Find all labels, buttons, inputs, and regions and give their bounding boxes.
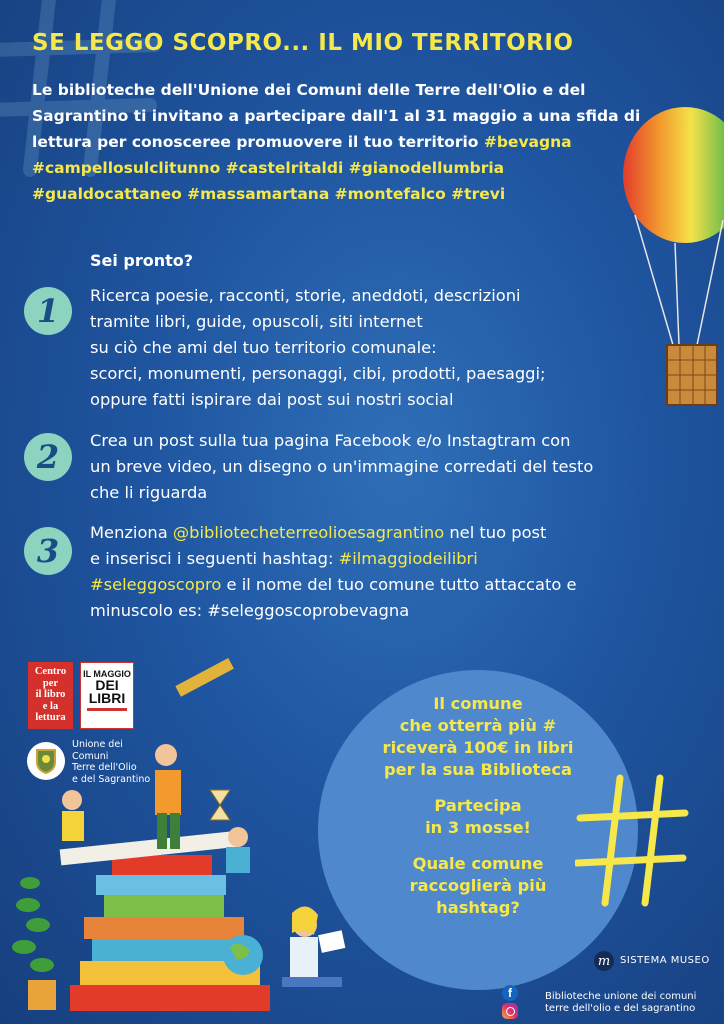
- intro-hashtags: #bevagna #campellosulclitunno #castelritaldi #gianodellumbria #gualdocattaneo #massamartana #montefalco #trevi: [32, 133, 572, 203]
- step-1-line: oppure fatti ispirare dai post sui nostri social: [90, 390, 454, 409]
- step-2-line: che li riguarda: [90, 483, 208, 502]
- hashtag-ilmaggiodeilibri: #ilmaggiodeilibri: [338, 549, 478, 568]
- step-3-text-part: minuscolo es: #seleggoscoprobevagna: [90, 601, 410, 620]
- question-text: [318, 853, 638, 919]
- participate-text: [318, 795, 638, 839]
- union-line: Unione dei: [72, 739, 123, 750]
- step-1-line: Ricerca poesie, racconti, storie, aneddoti, descrizioni: [90, 286, 521, 305]
- step-2-line: Crea un post sulla tua pagina Facebook e/o Instagtram con: [90, 431, 571, 450]
- step-2-badge: 2: [24, 433, 72, 481]
- sistema-museo-logo-icon: m: [594, 951, 614, 971]
- step-1-text: [90, 283, 546, 413]
- intro-paragraph: [32, 77, 642, 207]
- ready-heading: Sei pronto?: [90, 251, 194, 270]
- logo-line: per: [42, 677, 59, 689]
- union-crest-icon: [27, 742, 65, 780]
- centro-per-il-libro-logo: [28, 662, 73, 729]
- circle-line: per la sua Biblioteca: [383, 760, 573, 779]
- hashtag-seleggoscopro: #seleggoscopro: [90, 575, 222, 594]
- step-1-badge: 1: [24, 287, 72, 335]
- footer-line: Biblioteche unione dei comuni: [545, 991, 697, 1002]
- step-2-line: un breve video, un disegno o un'immagine corredati del testo: [90, 457, 594, 476]
- footer-line: terre dell'olio e del sagrantino: [545, 1003, 696, 1014]
- footer-text: [545, 991, 696, 1015]
- social-icons: [502, 985, 518, 1019]
- sistema-museo-text: SISTEMA MUSEO: [620, 955, 710, 966]
- page-title: SE LEGGO SCOPRO... IL MIO TERRITORIO: [32, 30, 574, 56]
- step-3-text-part: e il nome del tuo comune tutto attaccato e: [221, 575, 577, 594]
- circle-line: Il comune: [433, 694, 523, 713]
- mention-handle: @bibliotecheterreolioesagrantino: [172, 523, 445, 542]
- union-logo-text: [72, 739, 150, 785]
- logo-line: lettura: [35, 712, 66, 723]
- step-2-text: [90, 428, 593, 506]
- step-1-line: su ciò che ami del tuo territorio comunale:: [90, 338, 437, 357]
- logo-line: DEI: [95, 677, 119, 693]
- circle-text: [318, 693, 638, 933]
- step-3-badge: 3: [24, 527, 72, 575]
- logo-line: Centro: [34, 666, 67, 677]
- circle-line: Quale comune: [412, 854, 544, 873]
- instagram-icon[interactable]: [502, 1003, 518, 1019]
- step-3-text: [90, 520, 577, 624]
- step-3-text-part: nel tuo post: [444, 523, 547, 542]
- step-1-line: tramite libri, guide, opuscoli, siti internet: [90, 312, 423, 331]
- logo-line: IL MAGGIO: [83, 669, 131, 679]
- circle-line: in 3 mosse!: [425, 818, 531, 837]
- facebook-icon[interactable]: f: [502, 985, 518, 1001]
- circle-line: hashtag?: [436, 898, 520, 917]
- logo-line: il libro: [35, 689, 66, 700]
- union-line: e del Sagrantino: [72, 773, 151, 785]
- maggio-dei-libri-logo: [80, 662, 134, 729]
- circle-line: che otterrà più #: [399, 716, 557, 735]
- step-1-line: scorci, monumenti, personaggi, cibi, prodotti, paesaggi;: [90, 364, 546, 383]
- circle-line: raccoglierà più: [409, 876, 547, 895]
- union-line: Comuni: [72, 750, 109, 762]
- hot-air-balloon-icon: [615, 105, 724, 415]
- logo-divider: [87, 708, 127, 711]
- circle-line: Partecipa: [434, 796, 522, 815]
- telescope-icon: [175, 658, 234, 697]
- intro-text: Le biblioteche dell'Unione dei Comuni delle Terre dell'Olio e del Sagrantino ti invitano a partecipare dall'1 al 31 maggio a una sfida di lettura per conosceree promuovere il tuo territorio: [32, 81, 641, 151]
- step-3-text-part: e inserisci i seguenti hashtag:: [90, 549, 339, 568]
- circle-line: riceverà 100€ in libri: [382, 738, 574, 757]
- prize-text: [318, 693, 638, 781]
- step-3-text-part: Menziona: [90, 523, 173, 542]
- union-line: Terre dell'Olio: [72, 762, 137, 773]
- logo-line: e la: [42, 700, 59, 712]
- logo-line: LIBRI: [88, 690, 126, 706]
